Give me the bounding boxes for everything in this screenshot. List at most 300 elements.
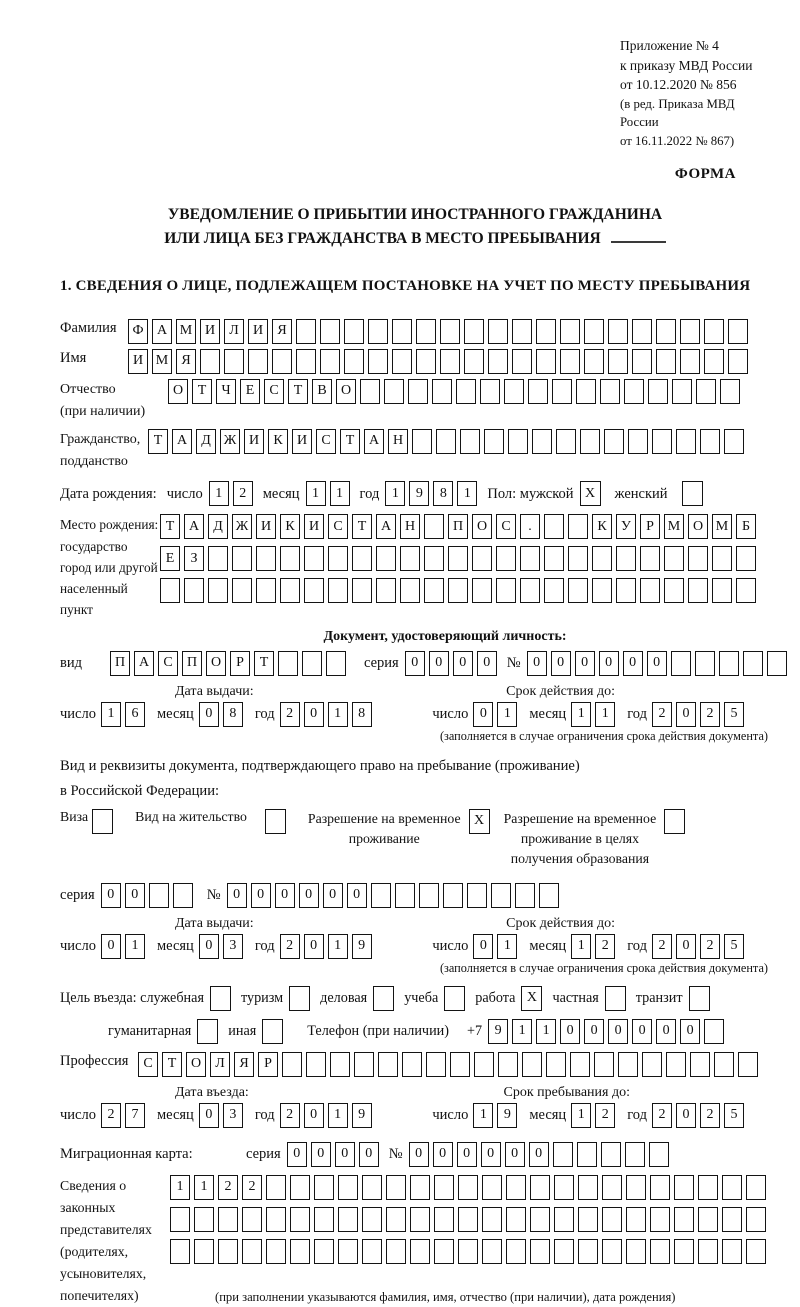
char-cell[interactable]: Я bbox=[234, 1052, 254, 1077]
char-cell[interactable] bbox=[515, 883, 535, 908]
char-cell[interactable]: Ж bbox=[232, 514, 252, 539]
char-cell[interactable] bbox=[530, 1175, 550, 1200]
char-cell[interactable] bbox=[688, 578, 708, 603]
char-cell[interactable] bbox=[746, 1175, 766, 1200]
char-cell[interactable]: 0 bbox=[477, 651, 497, 676]
char-cell[interactable] bbox=[290, 1175, 310, 1200]
char-cell[interactable]: Р bbox=[258, 1052, 278, 1077]
char-cell[interactable]: 0 bbox=[433, 1142, 453, 1167]
char-cell[interactable]: Т bbox=[288, 379, 308, 404]
char-cell[interactable] bbox=[743, 651, 763, 676]
char-cell[interactable]: 3 bbox=[223, 1103, 243, 1128]
char-cell[interactable]: 1 bbox=[101, 702, 121, 727]
char-cell[interactable] bbox=[474, 1052, 494, 1077]
char-cell[interactable] bbox=[464, 349, 484, 374]
char-cell[interactable] bbox=[266, 1239, 286, 1264]
char-cell[interactable]: 1 bbox=[125, 934, 145, 959]
char-cell[interactable]: С bbox=[496, 514, 516, 539]
purpose-humanitarian-checkbox[interactable] bbox=[197, 1019, 218, 1044]
char-cell[interactable] bbox=[362, 1175, 382, 1200]
char-cell[interactable] bbox=[626, 1239, 646, 1264]
char-cell[interactable] bbox=[584, 349, 604, 374]
char-cell[interactable] bbox=[578, 1175, 598, 1200]
char-cell[interactable] bbox=[650, 1207, 670, 1232]
char-cell[interactable] bbox=[674, 1175, 694, 1200]
char-cell[interactable]: К bbox=[268, 429, 288, 454]
char-cell[interactable]: 0 bbox=[505, 1142, 525, 1167]
char-cell[interactable]: 1 bbox=[328, 1103, 348, 1128]
char-cell[interactable]: И bbox=[256, 514, 276, 539]
char-cell[interactable]: 1 bbox=[328, 702, 348, 727]
char-cell[interactable] bbox=[568, 578, 588, 603]
char-cell[interactable] bbox=[698, 1239, 718, 1264]
char-cell[interactable] bbox=[554, 1207, 574, 1232]
char-cell[interactable] bbox=[650, 1175, 670, 1200]
char-cell[interactable] bbox=[512, 349, 532, 374]
char-cell[interactable]: 0 bbox=[584, 1019, 604, 1044]
char-cell[interactable]: У bbox=[616, 514, 636, 539]
char-cell[interactable]: Н bbox=[400, 514, 420, 539]
char-cell[interactable]: 2 bbox=[280, 702, 300, 727]
purpose-official-checkbox[interactable] bbox=[210, 986, 231, 1011]
char-cell[interactable] bbox=[722, 1175, 742, 1200]
char-cell[interactable]: 1 bbox=[497, 934, 517, 959]
char-cell[interactable]: 0 bbox=[251, 883, 271, 908]
char-cell[interactable] bbox=[580, 429, 600, 454]
char-cell[interactable] bbox=[649, 1142, 669, 1167]
char-cell[interactable] bbox=[218, 1207, 238, 1232]
char-cell[interactable] bbox=[512, 319, 532, 344]
char-cell[interactable]: 0 bbox=[676, 702, 696, 727]
char-cell[interactable] bbox=[272, 349, 292, 374]
char-cell[interactable]: А bbox=[376, 514, 396, 539]
char-cell[interactable] bbox=[290, 1207, 310, 1232]
char-cell[interactable]: Л bbox=[224, 319, 244, 344]
char-cell[interactable]: 1 bbox=[595, 702, 615, 727]
char-cell[interactable]: С bbox=[316, 429, 336, 454]
char-cell[interactable]: 0 bbox=[199, 702, 219, 727]
char-cell[interactable] bbox=[688, 546, 708, 571]
char-cell[interactable] bbox=[368, 319, 388, 344]
char-cell[interactable]: . bbox=[520, 514, 540, 539]
char-cell[interactable] bbox=[376, 578, 396, 603]
char-cell[interactable] bbox=[560, 319, 580, 344]
char-cell[interactable] bbox=[528, 379, 548, 404]
char-cell[interactable] bbox=[728, 349, 748, 374]
char-cell[interactable]: А bbox=[364, 429, 384, 454]
char-cell[interactable] bbox=[714, 1052, 734, 1077]
char-cell[interactable] bbox=[266, 1207, 286, 1232]
char-cell[interactable] bbox=[664, 578, 684, 603]
char-cell[interactable] bbox=[338, 1239, 358, 1264]
char-cell[interactable]: 9 bbox=[352, 1103, 372, 1128]
char-cell[interactable]: С bbox=[328, 514, 348, 539]
char-cell[interactable]: 0 bbox=[299, 883, 319, 908]
char-cell[interactable] bbox=[371, 883, 391, 908]
char-cell[interactable] bbox=[698, 1207, 718, 1232]
char-cell[interactable]: 2 bbox=[233, 481, 253, 506]
char-cell[interactable]: 8 bbox=[433, 481, 453, 506]
char-cell[interactable] bbox=[722, 1239, 742, 1264]
visa-checkbox[interactable] bbox=[92, 809, 113, 834]
char-cell[interactable]: О bbox=[168, 379, 188, 404]
char-cell[interactable] bbox=[173, 883, 193, 908]
char-cell[interactable] bbox=[378, 1052, 398, 1077]
char-cell[interactable] bbox=[232, 578, 252, 603]
char-cell[interactable]: 0 bbox=[473, 934, 493, 959]
char-cell[interactable] bbox=[506, 1239, 526, 1264]
char-cell[interactable] bbox=[592, 578, 612, 603]
char-cell[interactable]: 0 bbox=[599, 651, 619, 676]
char-cell[interactable]: 1 bbox=[306, 481, 326, 506]
char-cell[interactable]: 2 bbox=[242, 1175, 262, 1200]
char-cell[interactable] bbox=[746, 1207, 766, 1232]
char-cell[interactable] bbox=[601, 1142, 621, 1167]
gender-female-checkbox[interactable] bbox=[682, 481, 703, 506]
char-cell[interactable]: С bbox=[138, 1052, 158, 1077]
char-cell[interactable] bbox=[736, 578, 756, 603]
char-cell[interactable]: Ч bbox=[216, 379, 236, 404]
char-cell[interactable] bbox=[616, 546, 636, 571]
char-cell[interactable] bbox=[704, 1019, 724, 1044]
char-cell[interactable] bbox=[338, 1175, 358, 1200]
char-cell[interactable] bbox=[666, 1052, 686, 1077]
char-cell[interactable]: М bbox=[176, 319, 196, 344]
char-cell[interactable] bbox=[594, 1052, 614, 1077]
char-cell[interactable] bbox=[608, 319, 628, 344]
char-cell[interactable] bbox=[640, 546, 660, 571]
char-cell[interactable] bbox=[448, 578, 468, 603]
char-cell[interactable] bbox=[700, 429, 720, 454]
char-cell[interactable] bbox=[412, 429, 432, 454]
char-cell[interactable]: С bbox=[264, 379, 284, 404]
char-cell[interactable]: 0 bbox=[527, 651, 547, 676]
char-cell[interactable] bbox=[539, 883, 559, 908]
char-cell[interactable] bbox=[184, 578, 204, 603]
char-cell[interactable] bbox=[746, 1239, 766, 1264]
char-cell[interactable] bbox=[508, 429, 528, 454]
char-cell[interactable]: А bbox=[184, 514, 204, 539]
char-cell[interactable] bbox=[386, 1207, 406, 1232]
purpose-tourism-checkbox[interactable] bbox=[289, 986, 310, 1011]
char-cell[interactable] bbox=[544, 514, 564, 539]
char-cell[interactable] bbox=[625, 1142, 645, 1167]
char-cell[interactable]: 0 bbox=[575, 651, 595, 676]
char-cell[interactable] bbox=[306, 1052, 326, 1077]
char-cell[interactable] bbox=[626, 1175, 646, 1200]
char-cell[interactable] bbox=[328, 546, 348, 571]
char-cell[interactable]: 0 bbox=[676, 1103, 696, 1128]
char-cell[interactable]: 0 bbox=[409, 1142, 429, 1167]
char-cell[interactable] bbox=[266, 1175, 286, 1200]
char-cell[interactable]: 5 bbox=[724, 1103, 744, 1128]
char-cell[interactable] bbox=[656, 349, 676, 374]
char-cell[interactable] bbox=[224, 349, 244, 374]
char-cell[interactable]: 0 bbox=[335, 1142, 355, 1167]
char-cell[interactable] bbox=[218, 1239, 238, 1264]
char-cell[interactable]: 7 bbox=[125, 1103, 145, 1128]
char-cell[interactable] bbox=[506, 1175, 526, 1200]
char-cell[interactable]: 1 bbox=[512, 1019, 532, 1044]
char-cell[interactable]: 0 bbox=[608, 1019, 628, 1044]
char-cell[interactable]: 0 bbox=[656, 1019, 676, 1044]
char-cell[interactable]: Т bbox=[254, 651, 274, 676]
char-cell[interactable]: Б bbox=[736, 514, 756, 539]
char-cell[interactable] bbox=[592, 546, 612, 571]
char-cell[interactable] bbox=[436, 429, 456, 454]
char-cell[interactable] bbox=[704, 319, 724, 344]
char-cell[interactable] bbox=[578, 1239, 598, 1264]
char-cell[interactable] bbox=[704, 349, 724, 374]
char-cell[interactable]: 9 bbox=[497, 1103, 517, 1128]
char-cell[interactable]: 2 bbox=[101, 1103, 121, 1128]
char-cell[interactable]: Т bbox=[148, 429, 168, 454]
char-cell[interactable]: 1 bbox=[330, 481, 350, 506]
char-cell[interactable]: 0 bbox=[560, 1019, 580, 1044]
char-cell[interactable] bbox=[314, 1175, 334, 1200]
char-cell[interactable] bbox=[672, 379, 692, 404]
char-cell[interactable] bbox=[424, 546, 444, 571]
char-cell[interactable]: О bbox=[688, 514, 708, 539]
char-cell[interactable]: 0 bbox=[529, 1142, 549, 1167]
char-cell[interactable] bbox=[242, 1239, 262, 1264]
char-cell[interactable] bbox=[419, 883, 439, 908]
char-cell[interactable] bbox=[498, 1052, 518, 1077]
char-cell[interactable]: М bbox=[664, 514, 684, 539]
char-cell[interactable] bbox=[410, 1207, 430, 1232]
char-cell[interactable]: 0 bbox=[199, 934, 219, 959]
char-cell[interactable] bbox=[256, 546, 276, 571]
char-cell[interactable]: Л bbox=[210, 1052, 230, 1077]
char-cell[interactable] bbox=[674, 1207, 694, 1232]
char-cell[interactable]: А bbox=[152, 319, 172, 344]
char-cell[interactable] bbox=[456, 379, 476, 404]
char-cell[interactable] bbox=[434, 1175, 454, 1200]
char-cell[interactable] bbox=[432, 379, 452, 404]
char-cell[interactable] bbox=[472, 546, 492, 571]
char-cell[interactable]: О bbox=[206, 651, 226, 676]
char-cell[interactable] bbox=[208, 578, 228, 603]
char-cell[interactable] bbox=[200, 349, 220, 374]
char-cell[interactable]: 1 bbox=[473, 1103, 493, 1128]
char-cell[interactable]: 2 bbox=[652, 934, 672, 959]
char-cell[interactable] bbox=[344, 319, 364, 344]
char-cell[interactable] bbox=[448, 546, 468, 571]
char-cell[interactable]: Д bbox=[208, 514, 228, 539]
char-cell[interactable] bbox=[304, 578, 324, 603]
char-cell[interactable] bbox=[722, 1207, 742, 1232]
char-cell[interactable] bbox=[314, 1239, 334, 1264]
char-cell[interactable] bbox=[712, 578, 732, 603]
char-cell[interactable] bbox=[616, 578, 636, 603]
char-cell[interactable] bbox=[546, 1052, 566, 1077]
char-cell[interactable]: 0 bbox=[429, 651, 449, 676]
char-cell[interactable]: 1 bbox=[536, 1019, 556, 1044]
char-cell[interactable] bbox=[160, 578, 180, 603]
char-cell[interactable] bbox=[698, 1175, 718, 1200]
char-cell[interactable] bbox=[426, 1052, 446, 1077]
char-cell[interactable] bbox=[544, 546, 564, 571]
char-cell[interactable] bbox=[392, 349, 412, 374]
char-cell[interactable] bbox=[570, 1052, 590, 1077]
char-cell[interactable] bbox=[362, 1239, 382, 1264]
char-cell[interactable] bbox=[416, 349, 436, 374]
char-cell[interactable]: 0 bbox=[287, 1142, 307, 1167]
char-cell[interactable] bbox=[472, 578, 492, 603]
char-cell[interactable] bbox=[602, 1175, 622, 1200]
char-cell[interactable] bbox=[600, 379, 620, 404]
char-cell[interactable] bbox=[400, 578, 420, 603]
char-cell[interactable] bbox=[504, 379, 524, 404]
char-cell[interactable] bbox=[314, 1207, 334, 1232]
char-cell[interactable]: Р bbox=[640, 514, 660, 539]
char-cell[interactable] bbox=[632, 349, 652, 374]
purpose-transit-checkbox[interactable] bbox=[689, 986, 710, 1011]
char-cell[interactable] bbox=[671, 651, 691, 676]
temp-residence-edu-checkbox[interactable] bbox=[664, 809, 685, 834]
char-cell[interactable] bbox=[648, 379, 668, 404]
char-cell[interactable]: 0 bbox=[632, 1019, 652, 1044]
char-cell[interactable] bbox=[664, 546, 684, 571]
char-cell[interactable]: И bbox=[128, 349, 148, 374]
char-cell[interactable] bbox=[628, 429, 648, 454]
char-cell[interactable]: И bbox=[248, 319, 268, 344]
char-cell[interactable] bbox=[395, 883, 415, 908]
char-cell[interactable] bbox=[652, 429, 672, 454]
char-cell[interactable] bbox=[360, 379, 380, 404]
char-cell[interactable] bbox=[296, 319, 316, 344]
char-cell[interactable] bbox=[738, 1052, 758, 1077]
purpose-private-checkbox[interactable] bbox=[605, 986, 626, 1011]
char-cell[interactable] bbox=[450, 1052, 470, 1077]
char-cell[interactable]: К bbox=[592, 514, 612, 539]
char-cell[interactable] bbox=[728, 319, 748, 344]
char-cell[interactable]: 8 bbox=[223, 702, 243, 727]
char-cell[interactable]: 8 bbox=[352, 702, 372, 727]
char-cell[interactable] bbox=[556, 429, 576, 454]
char-cell[interactable] bbox=[362, 1207, 382, 1232]
char-cell[interactable] bbox=[338, 1207, 358, 1232]
char-cell[interactable] bbox=[530, 1239, 550, 1264]
char-cell[interactable] bbox=[458, 1239, 478, 1264]
char-cell[interactable]: И bbox=[244, 429, 264, 454]
char-cell[interactable] bbox=[194, 1239, 214, 1264]
char-cell[interactable] bbox=[290, 1239, 310, 1264]
char-cell[interactable] bbox=[440, 349, 460, 374]
char-cell[interactable]: 1 bbox=[457, 481, 477, 506]
char-cell[interactable] bbox=[608, 349, 628, 374]
char-cell[interactable] bbox=[632, 319, 652, 344]
char-cell[interactable]: Ж bbox=[220, 429, 240, 454]
char-cell[interactable] bbox=[626, 1207, 646, 1232]
char-cell[interactable] bbox=[488, 349, 508, 374]
temp-residence-checkbox[interactable]: X bbox=[469, 809, 490, 834]
char-cell[interactable] bbox=[520, 546, 540, 571]
char-cell[interactable] bbox=[384, 379, 404, 404]
char-cell[interactable] bbox=[304, 546, 324, 571]
char-cell[interactable] bbox=[674, 1239, 694, 1264]
char-cell[interactable] bbox=[554, 1239, 574, 1264]
char-cell[interactable]: 1 bbox=[385, 481, 405, 506]
char-cell[interactable] bbox=[553, 1142, 573, 1167]
char-cell[interactable] bbox=[532, 429, 552, 454]
char-cell[interactable] bbox=[695, 651, 715, 676]
purpose-study-checkbox[interactable] bbox=[444, 986, 465, 1011]
char-cell[interactable] bbox=[536, 349, 556, 374]
char-cell[interactable]: 0 bbox=[227, 883, 247, 908]
char-cell[interactable]: О bbox=[186, 1052, 206, 1077]
char-cell[interactable] bbox=[720, 379, 740, 404]
char-cell[interactable]: Т bbox=[160, 514, 180, 539]
char-cell[interactable] bbox=[522, 1052, 542, 1077]
char-cell[interactable] bbox=[544, 578, 564, 603]
char-cell[interactable] bbox=[642, 1052, 662, 1077]
char-cell[interactable] bbox=[506, 1207, 526, 1232]
char-cell[interactable]: Т bbox=[340, 429, 360, 454]
char-cell[interactable] bbox=[576, 379, 596, 404]
char-cell[interactable]: 1 bbox=[170, 1175, 190, 1200]
char-cell[interactable] bbox=[568, 546, 588, 571]
char-cell[interactable]: А bbox=[134, 651, 154, 676]
residence-permit-checkbox[interactable] bbox=[265, 809, 286, 834]
char-cell[interactable] bbox=[194, 1207, 214, 1232]
char-cell[interactable]: В bbox=[312, 379, 332, 404]
char-cell[interactable] bbox=[392, 319, 412, 344]
char-cell[interactable] bbox=[604, 429, 624, 454]
char-cell[interactable]: П bbox=[182, 651, 202, 676]
char-cell[interactable]: П bbox=[110, 651, 130, 676]
char-cell[interactable]: 0 bbox=[676, 934, 696, 959]
char-cell[interactable]: 0 bbox=[473, 702, 493, 727]
char-cell[interactable] bbox=[368, 349, 388, 374]
char-cell[interactable] bbox=[496, 578, 516, 603]
char-cell[interactable] bbox=[208, 546, 228, 571]
char-cell[interactable] bbox=[410, 1175, 430, 1200]
char-cell[interactable] bbox=[408, 379, 428, 404]
char-cell[interactable]: К bbox=[280, 514, 300, 539]
char-cell[interactable] bbox=[170, 1207, 190, 1232]
char-cell[interactable] bbox=[443, 883, 463, 908]
char-cell[interactable] bbox=[736, 546, 756, 571]
char-cell[interactable] bbox=[242, 1207, 262, 1232]
char-cell[interactable] bbox=[696, 379, 716, 404]
char-cell[interactable]: И bbox=[292, 429, 312, 454]
char-cell[interactable] bbox=[354, 1052, 374, 1077]
char-cell[interactable]: Т bbox=[352, 514, 372, 539]
char-cell[interactable]: 2 bbox=[595, 1103, 615, 1128]
char-cell[interactable]: 2 bbox=[595, 934, 615, 959]
purpose-business-checkbox[interactable] bbox=[373, 986, 394, 1011]
char-cell[interactable] bbox=[577, 1142, 597, 1167]
char-cell[interactable]: 2 bbox=[280, 934, 300, 959]
char-cell[interactable] bbox=[376, 546, 396, 571]
char-cell[interactable]: 2 bbox=[652, 702, 672, 727]
char-cell[interactable]: 5 bbox=[724, 934, 744, 959]
char-cell[interactable] bbox=[618, 1052, 638, 1077]
char-cell[interactable] bbox=[640, 578, 660, 603]
char-cell[interactable] bbox=[256, 578, 276, 603]
char-cell[interactable]: Ф bbox=[128, 319, 148, 344]
char-cell[interactable] bbox=[278, 651, 298, 676]
char-cell[interactable] bbox=[410, 1239, 430, 1264]
char-cell[interactable] bbox=[352, 546, 372, 571]
char-cell[interactable] bbox=[530, 1207, 550, 1232]
char-cell[interactable]: 0 bbox=[405, 651, 425, 676]
char-cell[interactable]: 2 bbox=[700, 934, 720, 959]
char-cell[interactable]: 3 bbox=[223, 934, 243, 959]
char-cell[interactable] bbox=[552, 379, 572, 404]
char-cell[interactable] bbox=[488, 319, 508, 344]
